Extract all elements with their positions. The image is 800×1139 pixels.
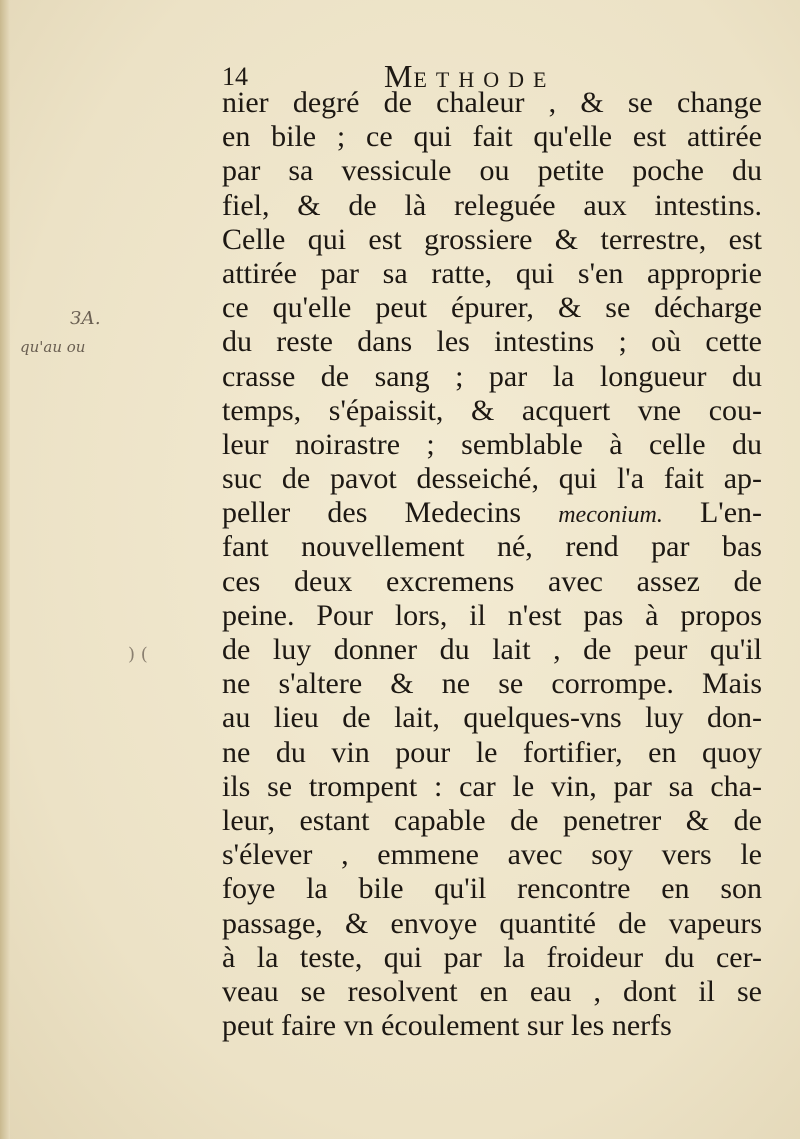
marginal-note-1: ЗА. <box>70 308 101 329</box>
running-title-initial: M <box>384 58 414 94</box>
text-line: ils se trompent : car le vin, par sa cha- <box>222 769 762 803</box>
text-line: leur, estant capable de penetrer & de <box>222 803 762 837</box>
text-line: temps, s'épaissit, & acquert vne cou- <box>222 393 762 427</box>
text-line-start: peller des Medecins <box>222 496 522 530</box>
running-title-rest: ETHODE <box>413 67 556 92</box>
text-line: au lieu de lait, quelques-vns luy don- <box>222 701 762 735</box>
italic-term: meconium. <box>558 502 663 529</box>
text-line: ne s'altere & ne se corrompe. Mais <box>222 667 762 701</box>
text-line: veau se resolvent en eau , dont il se <box>222 974 762 1008</box>
text-line: du reste dans les intestins ; où cette <box>222 325 762 359</box>
text-line: Celle qui est grossiere & terrestre, est <box>222 222 762 256</box>
text-line: crasse de sang ; par la longueur du <box>222 359 762 393</box>
text-line: attirée par sa ratte, qui s'en approprie <box>222 256 762 290</box>
text-line: ce qu'elle peut épurer, & se décharge <box>222 291 762 325</box>
text-line: fiel, & de là releguée aux intestins. <box>222 188 762 222</box>
text-line: en bile ; ce qui fait qu'elle est attirée <box>222 120 762 154</box>
text-line: à la teste, qui par la froideur du cer- <box>222 940 762 974</box>
text-line-end: L'en- <box>699 496 763 530</box>
page-number: 14 <box>222 62 248 91</box>
text-line: foye la bile qu'il rencontre en son <box>222 872 762 906</box>
text-line: peine. Pour lors, il n'est pas à propos <box>222 598 762 632</box>
text-line: leur noirastre ; semblable à celle du <box>222 427 762 461</box>
marginal-note-2: qu'au ou <box>20 338 86 356</box>
text-line: peut faire vn écoulement sur les nerfs <box>222 1009 672 1043</box>
text-line: par sa vessicule ou petite poche du <box>222 154 762 188</box>
text-line-meconium <box>222 496 762 530</box>
text-line: fant nouvellement né, rend par bas <box>222 530 762 564</box>
text-line: ne du vin pour le fortifier, en quoy <box>222 735 762 769</box>
text-line: de luy donner du lait , de peur qu'il <box>222 633 762 666</box>
text-line: s'élever , emmene avec soy vers le <box>222 838 762 872</box>
text-line: ces deux excremens avec assez de <box>222 564 762 598</box>
text-line: nier degré de chaleur , & se change <box>222 86 762 119</box>
body-text <box>222 86 762 1043</box>
text-line: suc de pavot desseiché, qui l'a fait ap- <box>222 462 762 496</box>
margin-mark: ) ( <box>128 644 148 665</box>
page-gutter <box>0 0 10 1139</box>
text-line: passage, & envoye quantité de vapeurs <box>222 906 762 940</box>
